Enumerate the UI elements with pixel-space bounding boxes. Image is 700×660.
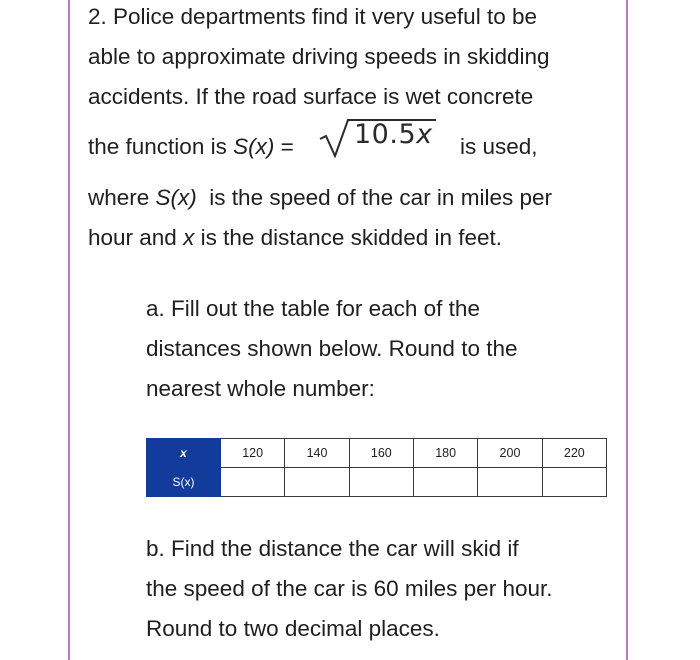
radicand-variable: x <box>416 119 433 150</box>
table-row-x <box>147 439 607 468</box>
table-cell-x: 140 <box>285 439 349 468</box>
problem-line-6 <box>88 224 502 252</box>
part-b-line-1: b. Find the distance the car will skid if <box>146 536 519 561</box>
line6-prefix: hour and <box>88 225 184 250</box>
table-cell-x: 200 <box>478 439 542 468</box>
table-cell-x: 120 <box>221 439 285 468</box>
table-row-s <box>147 468 607 497</box>
line6-variable: x <box>183 225 195 250</box>
part-a-line-3: nearest whole number: <box>146 376 375 401</box>
part-a-line-2: distances shown below. Round to the <box>146 336 518 361</box>
radicand-coefficient: 10.5 <box>354 119 417 150</box>
table-cell-s[interactable] <box>542 468 606 497</box>
table-cell-s[interactable] <box>349 468 413 497</box>
sqrt-expression <box>318 114 448 158</box>
function-suffix: is used, <box>460 134 538 159</box>
line5-function: S(x) <box>155 185 197 210</box>
table-cell-s[interactable] <box>478 468 542 497</box>
table-cell-s[interactable] <box>285 468 349 497</box>
problem-line-5 <box>88 184 552 212</box>
problem-line-2: able to approximate driving speeds in skidding <box>88 44 550 69</box>
line5-suffix: is the speed of the car in miles per <box>196 185 552 210</box>
table-cell-x: 160 <box>349 439 413 468</box>
table-cell-x: 220 <box>542 439 606 468</box>
line5-prefix: where <box>88 185 156 210</box>
table-cell-s[interactable] <box>221 468 285 497</box>
problem-line-4 <box>88 133 294 161</box>
table-header-x: x <box>147 439 221 468</box>
function-intro: the function is <box>88 134 234 159</box>
part-b-line-2: the speed of the car is 60 miles per hour. <box>146 576 553 601</box>
table-cell-s[interactable] <box>413 468 477 497</box>
line6-suffix: is the distance skidded in feet. <box>194 225 503 250</box>
table-cell-x: 180 <box>413 439 477 468</box>
values-table <box>146 438 607 497</box>
part-b-line-3: Round to two decimal places. <box>146 616 440 641</box>
problem-line-3: accidents. If the road surface is wet concrete <box>88 84 534 109</box>
function-name: S(x) <box>233 134 275 159</box>
radicand <box>354 119 433 151</box>
equals-sign: = <box>274 134 294 159</box>
part-a-line-1: a. Fill out the table for each of the <box>146 296 480 321</box>
table-header-s: S(x) <box>147 468 221 497</box>
problem-line-1: 2. Police departments find it very useful to be <box>88 4 537 29</box>
